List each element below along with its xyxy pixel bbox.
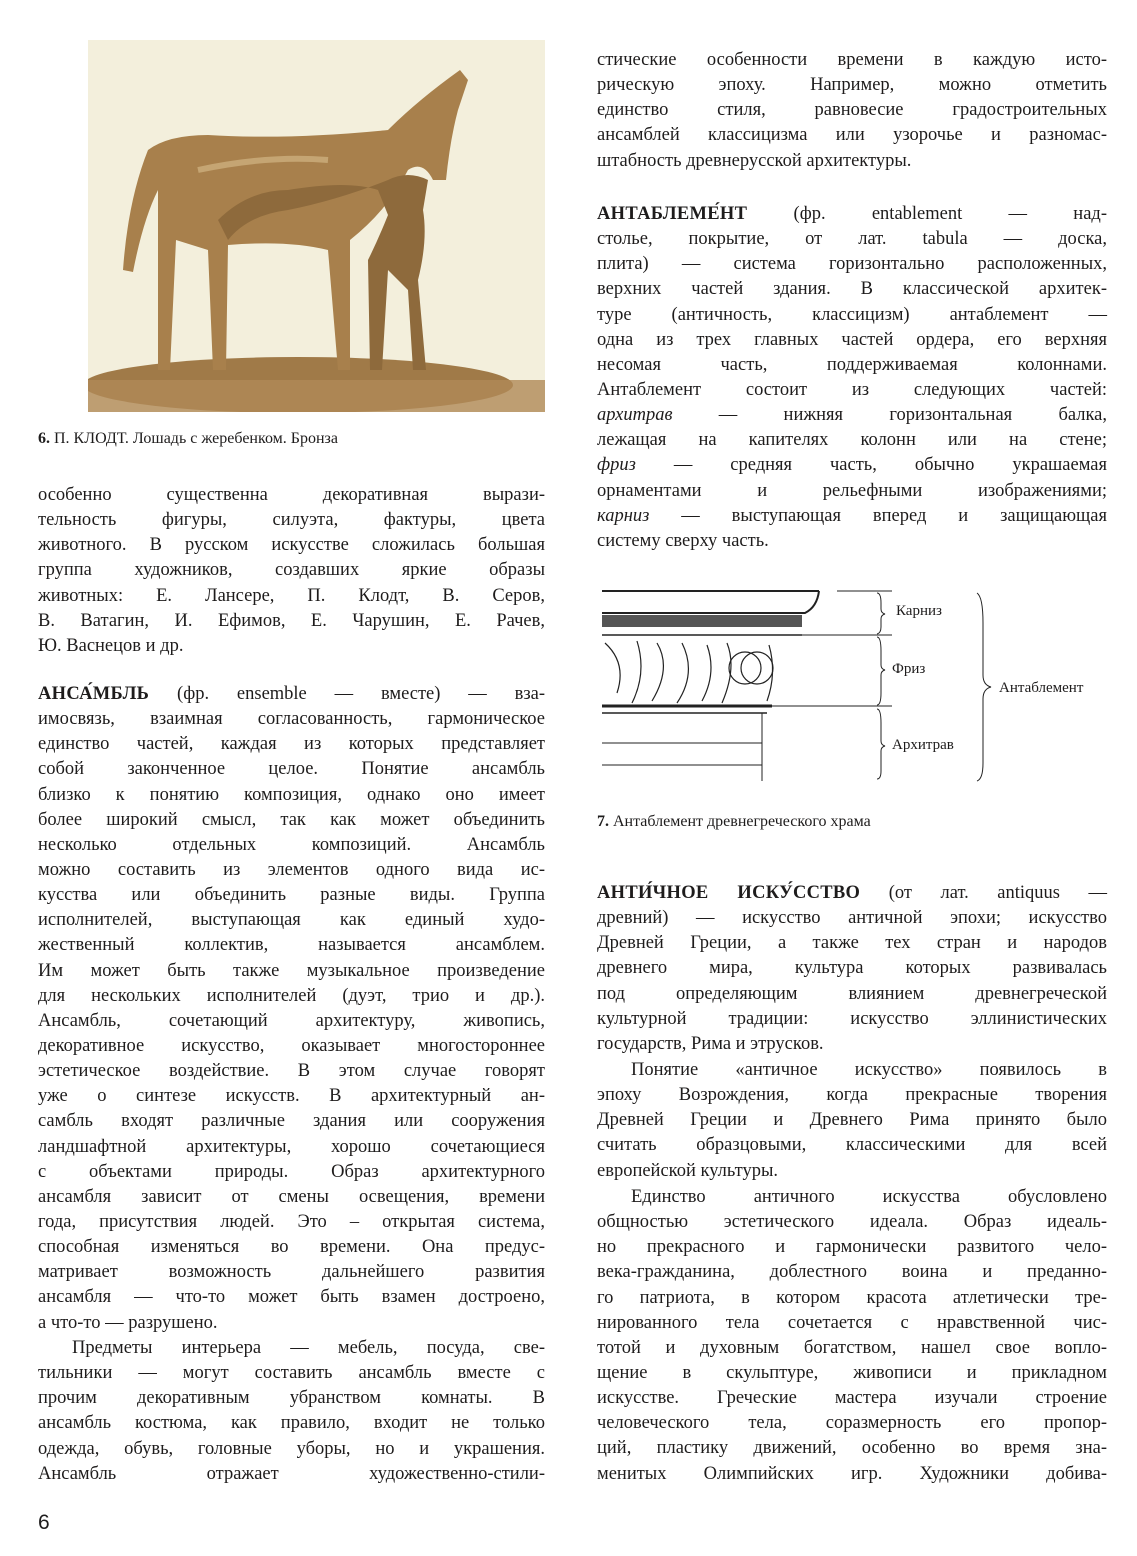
paragraph-continued xyxy=(597,48,1107,174)
text-line: щение в скульптуре, живописи и прикладном xyxy=(597,1362,1107,1383)
italic-term: карниз xyxy=(597,505,650,526)
entry-term: АНСА́МБЛЬ xyxy=(38,684,150,704)
label-architrave: Архитрав xyxy=(892,737,954,753)
text-line: более широкий смысл, так как может объединить xyxy=(38,809,545,830)
text-line: декоративное искусство, оказывает многостороннее xyxy=(38,1035,545,1056)
text-line: года, присутствия людей. Это – открытая система, xyxy=(38,1211,545,1232)
figure-6-caption xyxy=(38,430,338,448)
text-line: нированного тела сочетается с нравственной чис- xyxy=(597,1312,1107,1333)
text-line: прочим декоративным убранством комнаты. В xyxy=(38,1388,545,1409)
text-line: одежда, обувь, головные уборы, но и украшения. xyxy=(38,1438,545,1459)
text-line: тильники — могут составить ансамбль вместе с xyxy=(38,1363,545,1384)
entry-term: АНТИ́ЧНОЕ ИСКУ́ССТВО xyxy=(597,883,861,903)
text-line: эпоху Возрождения, когда прекрасные творения xyxy=(597,1085,1107,1106)
text-line: единство стиля, равновесие градостроительных xyxy=(597,100,1107,121)
entry-entablature xyxy=(597,202,1107,554)
text-line: считать образцовыми, классическими для всей xyxy=(597,1135,1107,1156)
text-line: ансамблей классицизма или узорочье и разномас- xyxy=(597,125,1107,146)
text-line: уже о синтезе искусств. В архитектурный ан- xyxy=(38,1086,545,1107)
text-line: го патриота, в котором красота атлетически тре- xyxy=(597,1287,1107,1308)
text-line: человеческого тела, соразмерность его пропор- xyxy=(597,1413,1107,1434)
label-frieze: Фриз xyxy=(892,661,926,677)
figure-7-caption xyxy=(597,813,871,831)
text-line: кусства или объединить разные виды. Группа xyxy=(38,885,545,906)
text-line: систему сверху часть. xyxy=(597,530,769,551)
text-line: можно составить из элементов одного вида ис- xyxy=(38,859,545,880)
text-line: а что-то — разрушено. xyxy=(38,1312,218,1333)
paragraph-animal-art xyxy=(38,483,545,659)
text-line: особенно существенна декоративная вырази- xyxy=(38,485,545,505)
text-segment: (фр. entablement — над- xyxy=(793,204,1107,224)
text-line: плита) — система горизонтально расположенных, xyxy=(597,254,1107,275)
text-line: Ю. Васнецов и др. xyxy=(38,635,184,656)
text-line: несомая часть, поддерживаемая колоннами. xyxy=(597,354,1107,375)
text-line: европейской культуры. xyxy=(597,1160,779,1181)
entry-term: АНТАБЛЕМЕ́НТ xyxy=(597,204,748,224)
text-line: матривает возможность дальнейшего развития xyxy=(38,1262,545,1283)
text-line: ций, пластику движений, особенно во время зна- xyxy=(597,1438,1107,1459)
text-line: собой законченное целое. Понятие ансамбль xyxy=(38,759,545,780)
text-line: жественный коллектив, называется ансамблем. xyxy=(38,935,545,956)
text-line: исполнителей, выступающая как единый худо- xyxy=(38,910,545,931)
text-line: ансамбля — что-то может быть взамен достроено, xyxy=(38,1287,545,1308)
text-line xyxy=(38,682,545,707)
text-line: с объектами природы. Образ архитектурного xyxy=(38,1161,545,1182)
text-line: Единство античного искусства обусловлено xyxy=(631,1187,1107,1207)
text-line: животных: Е. Лансере, П. Клодт, В. Серов, xyxy=(38,585,545,606)
figure-caption-text: П. КЛОДТ. Лошадь с жеребенком. Бронза xyxy=(54,430,338,447)
italic-term: архитрав xyxy=(597,405,673,426)
text-line: единство частей, каждая из которых представляет xyxy=(38,734,545,755)
text-line: искусстве. Греческие мастера изучали строение xyxy=(597,1388,1107,1409)
text-line: тотой и духовным богатством, нашел свое вопло- xyxy=(597,1337,1107,1358)
text-line: государств, Рима и этрусков. xyxy=(597,1033,824,1054)
text-line: самбль входят различные здания или сооружения xyxy=(38,1111,545,1132)
text-line: рическую эпоху. Например, можно отметить xyxy=(597,75,1107,96)
paragraph-interior-ensemble xyxy=(38,1336,545,1487)
text-line: Антаблемент состоит из следующих частей: xyxy=(597,379,1107,400)
text-segment: — нижняя горизонтальная балка, xyxy=(718,405,1108,426)
text-line: несколько отдельных композиций. Ансамбль xyxy=(38,834,545,855)
text-line: одна из трех главных частей ордера, его верхняя xyxy=(597,329,1107,350)
figure-caption-text: Антаблемент древнегреческого храма xyxy=(613,813,871,830)
text-line: Понятие «античное искусство» появилось в xyxy=(631,1060,1107,1080)
text-line: животного. В русском искусстве сложилась большая xyxy=(38,535,545,556)
label-entablature: Антаблемент xyxy=(999,680,1084,696)
text-line: столье, покрытие, от лат. tabula — доска, xyxy=(597,229,1107,250)
text-line: ансамбль костюма, как правило, входит не только xyxy=(38,1413,545,1434)
entry-ensemble xyxy=(38,682,545,1336)
text-line: века-гражданина, доблестного воина и преданно- xyxy=(597,1262,1107,1283)
text-line: верхних частей здания. В классической архитек- xyxy=(597,279,1107,300)
text-line: древний) — искусство античной эпохи; искусство xyxy=(597,908,1107,929)
text-line: ландшафтной архитектуры, хорошо сочетающиеся xyxy=(38,1136,545,1157)
text-line: группа художников, создавших яркие образы xyxy=(38,560,545,581)
text-line: имосвязь, взаимная согласованность, гармоническое xyxy=(38,709,545,730)
text-segment: (от лат. antiquus — xyxy=(888,883,1107,903)
label-cornice: Карниз xyxy=(896,603,942,619)
horse-sculpture-photo xyxy=(88,40,545,412)
text-line: древнего мира, культура которых развивалась xyxy=(597,958,1107,979)
text-segment: (фр. ensemble — вместе) — вза- xyxy=(177,684,545,704)
text-line: лежащая на капителях колонн или на стене; xyxy=(597,430,1107,451)
text-line xyxy=(597,453,1107,478)
text-line: способная изменяться во времени. Она предус- xyxy=(38,1237,545,1258)
text-line xyxy=(597,202,1107,227)
text-line: стические особенности времени в каждую исто- xyxy=(597,50,1107,70)
text-line: менитых Олимпийских игр. Художники добива- xyxy=(597,1463,1107,1484)
text-line: под определяющим влиянием древнегреческой xyxy=(597,983,1107,1004)
text-line: штабность древнерусской архитектуры. xyxy=(597,150,912,171)
text-line xyxy=(597,403,1107,428)
entry-antique-art xyxy=(597,881,1107,1057)
text-line: общностью эстетического идеала. Образ идеаль- xyxy=(597,1212,1107,1233)
text-segment: — выступающая вперед и защищающая xyxy=(681,505,1107,526)
text-line: туре (античность, классицизм) антаблемент — xyxy=(597,304,1107,325)
text-line: близко к понятию композиция, однако оно имеет xyxy=(38,784,545,805)
text-line: эстетическое воздействие. В этом случае говорят xyxy=(38,1061,545,1082)
text-line: Предметы интерьера — мебель, посуда, све- xyxy=(72,1338,545,1358)
text-line: Ансамбль отражает художественно-стили- xyxy=(38,1463,545,1484)
text-line: В. Ватагин, И. Ефимов, Е. Чарушин, Е. Рачев, xyxy=(38,610,545,631)
figure-number: 6. xyxy=(38,430,50,447)
italic-term: фриз xyxy=(597,455,636,476)
text-line: Им может быть также музыкальное произведение xyxy=(38,960,545,981)
text-line: Ансамбль, сочетающий архитектуру, живопись, xyxy=(38,1010,545,1031)
text-line: ансамбля зависит от смены освещения, времени xyxy=(38,1186,545,1207)
text-line: Древней Греции, а также тех стран и народов xyxy=(597,933,1107,954)
text-line: орнаментами и рельефными изображениями; xyxy=(597,480,1107,501)
text-line: для нескольких исполнителей (дуэт, трио и др.). xyxy=(38,985,545,1006)
text-line xyxy=(597,504,1107,529)
text-line: тельность фигуры, силуэта, фактуры, цвета xyxy=(38,510,545,531)
text-line xyxy=(597,881,1107,906)
figure-number: 7. xyxy=(597,813,609,830)
text-segment: — средняя часть, обычно украшаемая xyxy=(673,455,1108,476)
text-line: культурной традиции: искусство эллинистических xyxy=(597,1008,1107,1029)
text-line: но прекрасного и гармонически развитого чело- xyxy=(597,1237,1107,1258)
text-line: Древней Греции и Древнего Рима принято было xyxy=(597,1110,1107,1131)
paragraph-unity xyxy=(597,1185,1107,1487)
paragraph-renaissance xyxy=(597,1058,1107,1184)
page-number: 6 xyxy=(38,1511,50,1534)
